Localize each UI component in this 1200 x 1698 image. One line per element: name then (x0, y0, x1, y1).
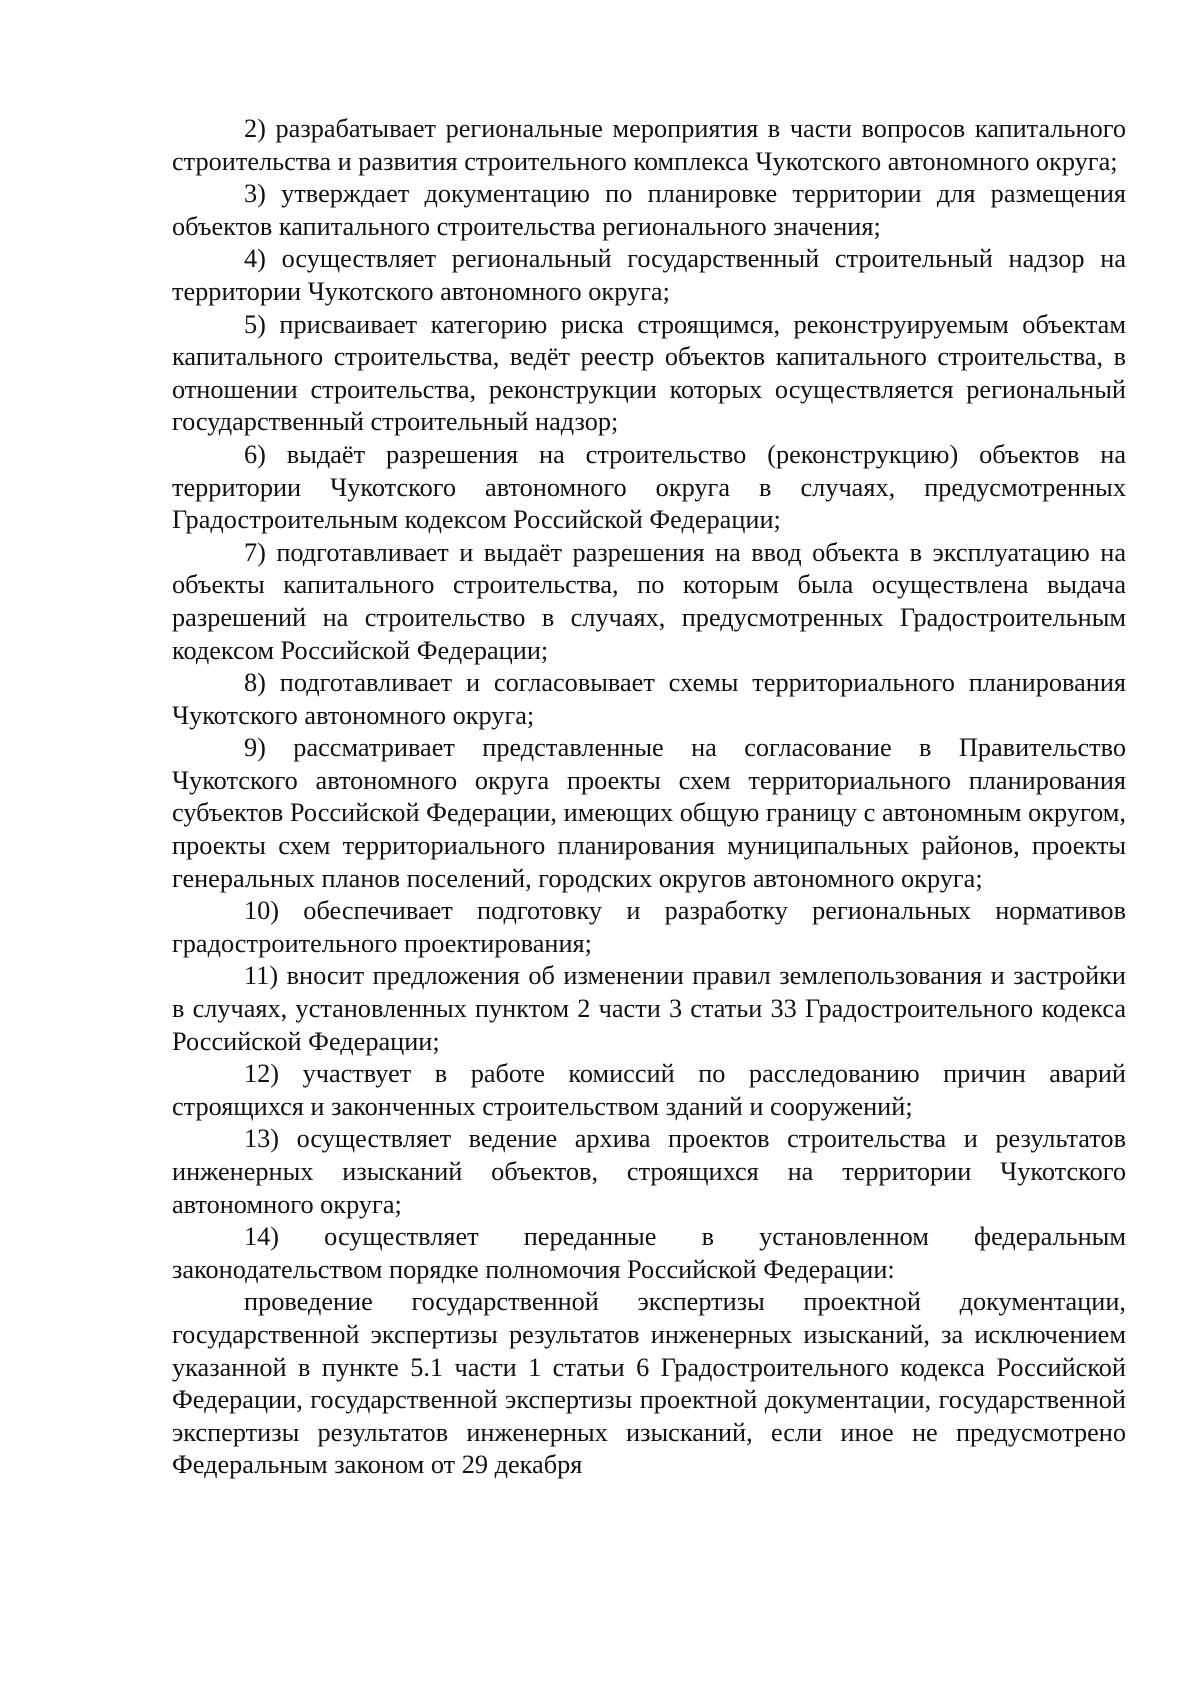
paragraph-item-7: 7) подготавливает и выдаёт разрешения на ввод объекта в эксплуатацию на объекты капитального строительства, по которым была осуществлена выдача разрешений на строительство в случаях, предусмотренных Градостроительным кодексом Российской Федерации; (172, 537, 1126, 665)
paragraph-item-8: 8) подготавливает и согласовывает схемы территориального планирования Чукотского автономного округа; (172, 668, 1126, 730)
paragraph-item-10: 10) обеспечивает подготовку и разработку региональных нормативов градостроительного проектирования; (172, 896, 1126, 958)
paragraph-item-9: 9) рассматривает представленные на согласование в Правительство Чукотского автономного округа проекты схем территориального планирования субъектов Российской Федерации, имеющих общую границу с автономным округом, проекты схем территориального планирования муниципальных районов, проекты генеральных планов поселений, городских округов автономного округа; (172, 733, 1126, 893)
paragraph-item-5: 5) присваивает категорию риска строящимся, реконструируемым объектам капитального строительства, ведёт реестр объектов капитального строительства, в отношении строительства, реконструкции которых осуществляется региональный государственный строительный надзор; (172, 309, 1126, 437)
paragraph-subitem-expertise: проведение государственной экспертизы проектной документации, государственной экспертизы результатов инженерных изысканий, за исключением указанной в пункте 5.1 части 1 статьи 6 Градостроительного кодекса Российской Федерации, государственной экспертизы проектной документации, государственной экспертизы результатов инженерных изысканий, если иное не предусмотрено Федеральным законом от 29 декабря (172, 1287, 1126, 1480)
document-body (172, 113, 1126, 1482)
paragraph-item-3: 3) утверждает документацию по планировке территории для размещения объектов капитального строительства регионального значения; (172, 179, 1126, 241)
paragraph-item-14: 14) осуществляет переданные в установленном федеральным законодательством порядке полномочия Российской Федерации: (172, 1222, 1126, 1284)
paragraph-item-6: 6) выдаёт разрешения на строительство (реконструкцию) объектов на территории Чукотского автономного округа в случаях, предусмотренных Градостроительным кодексом Российской Федерации; (172, 439, 1126, 535)
paragraph-item-2: 2) разрабатывает региональные мероприятия в части вопросов капитального строительства и развития строительного комплекса Чукотского автономного округа; (172, 114, 1126, 176)
paragraph-item-4: 4) осуществляет региональный государственный строительный надзор на территории Чукотского автономного округа; (172, 244, 1126, 306)
paragraph-item-12: 12) участвует в работе комиссий по расследованию причин аварий строящихся и законченных строительством зданий и сооружений; (172, 1059, 1126, 1121)
paragraph-item-13: 13) осуществляет ведение архива проектов строительства и результатов инженерных изысканий объектов, строящихся на территории Чукотского автономного округа; (172, 1124, 1126, 1219)
paragraph-item-11: 11) вносит предложения об изменении правил землепользования и застройки в случаях, установленных пунктом 2 части 3 статьи 33 Градостроительного кодекса Российской Федерации; (172, 961, 1126, 1056)
